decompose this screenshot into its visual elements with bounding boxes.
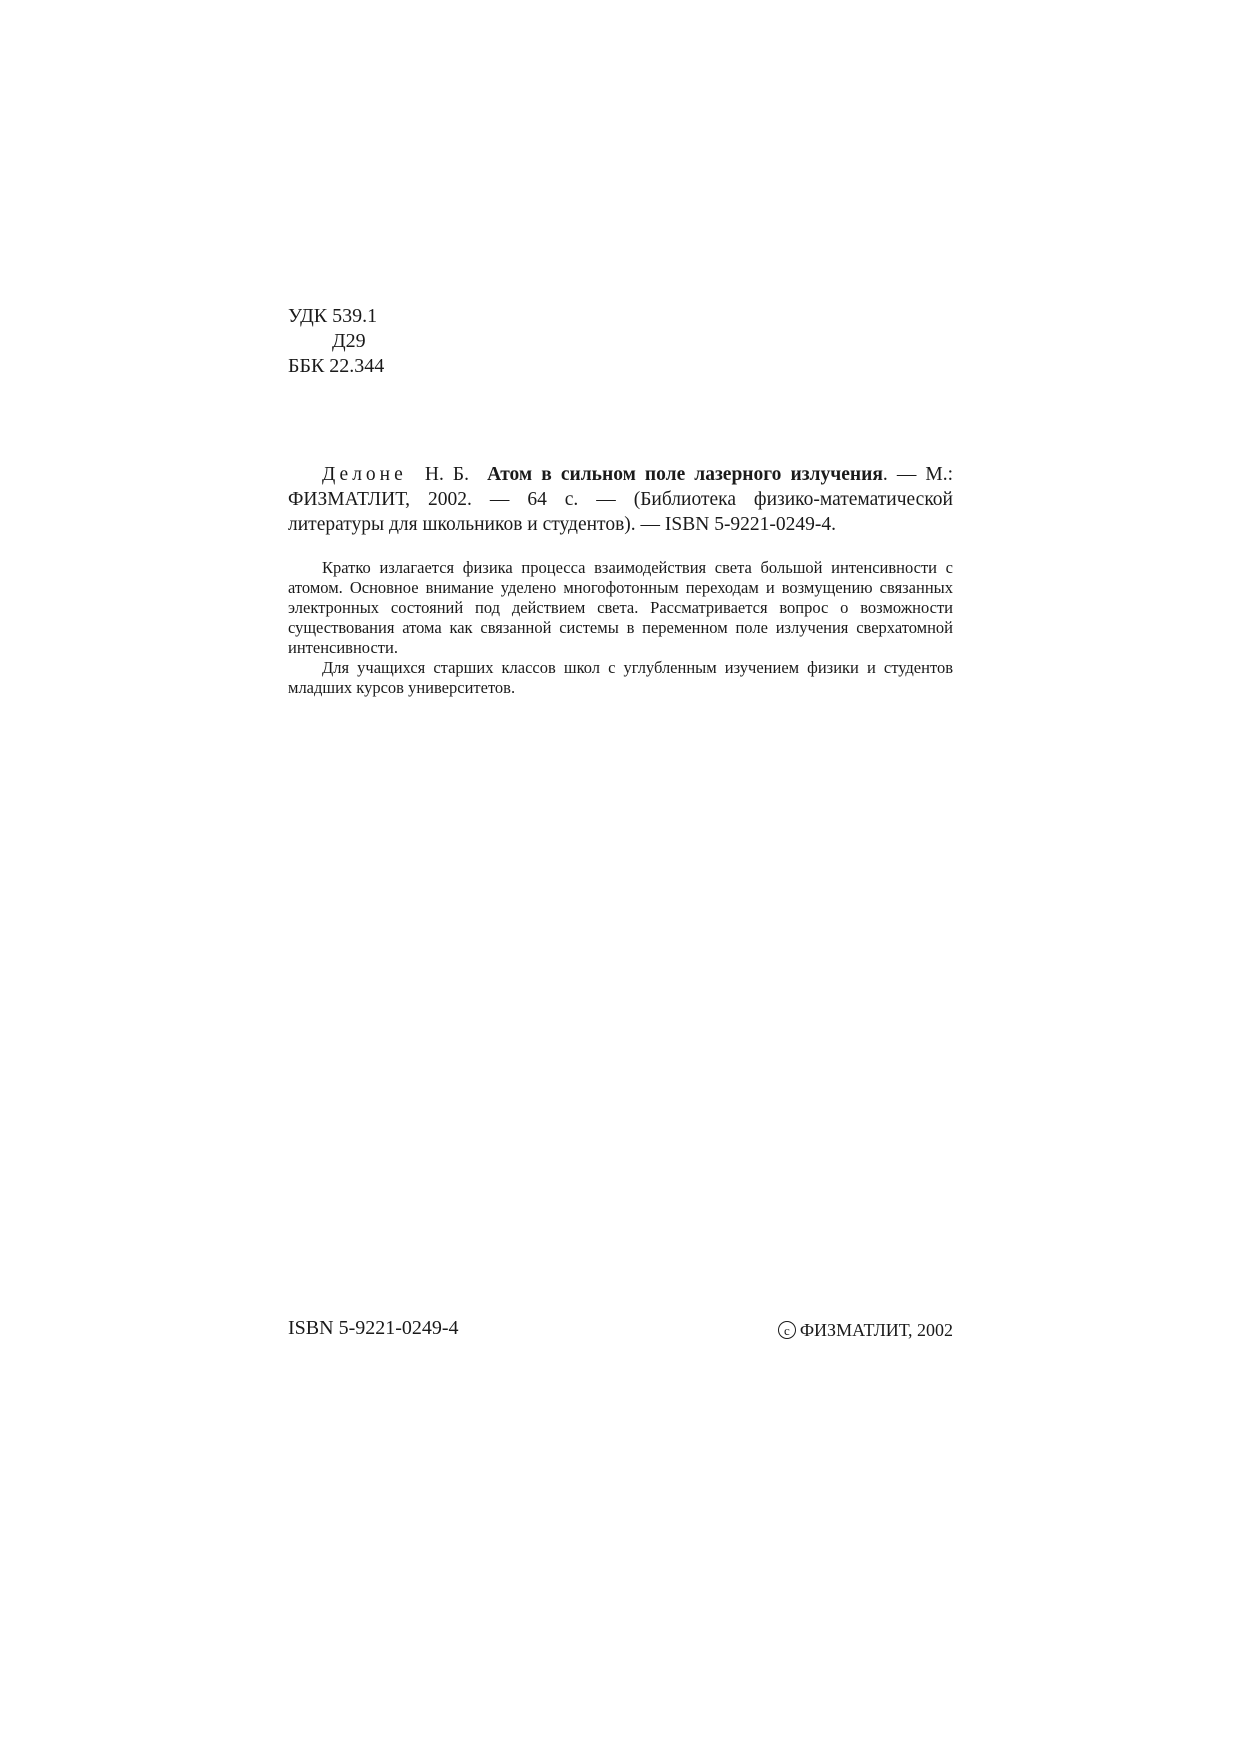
book-title: Атом в сильном поле лазерного излучения bbox=[487, 464, 883, 485]
audience-paragraph: Для учащихся старших классов школ с углубленным изучением физики и студентов младших курсов университетов. bbox=[288, 658, 953, 697]
footer-isbn: ISBN 5-9221-0249-4 bbox=[288, 1317, 459, 1339]
bbk-code: ББК 22.344 bbox=[288, 355, 385, 377]
classification-block bbox=[288, 304, 384, 379]
copyright-icon: c bbox=[778, 1321, 796, 1339]
abstract bbox=[288, 558, 953, 698]
author-mark: Д29 bbox=[332, 330, 366, 352]
abstract-paragraph: Кратко излагается физика процесса взаимодействия света большой интенсивности с атомом. Основное внимание уделено многофотонным переходам и возмущению связанных электронных состояний под действием света. Рассматривается вопрос о возможности существования атома как связанной системы в переменном поле излучения сверхатомной интенсивности. bbox=[288, 558, 953, 657]
author-initials: Н. Б. bbox=[424, 464, 469, 485]
footer-copyright bbox=[778, 1318, 953, 1342]
udk-code: УДК 539.1 bbox=[288, 305, 378, 327]
bibliographic-record bbox=[288, 462, 953, 537]
author-surname: Делоне bbox=[322, 464, 407, 485]
copyright-text: ФИЗМАТЛИТ, 2002 bbox=[799, 1320, 953, 1340]
publication-details: . — М.: ФИЗМАТЛИТ, 2002. — 64 с. — (Библиотека физико-математической литературы для школьников и студентов). — ISBN 5-9221-0249-4. bbox=[288, 464, 954, 535]
